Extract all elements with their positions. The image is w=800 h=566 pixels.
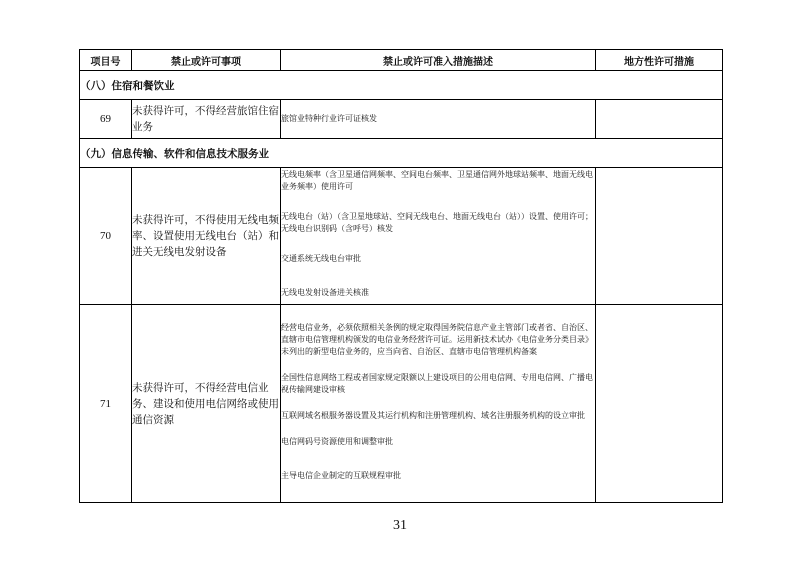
row-item: 未获得许可，不得经营电信业务、建设和使用电信网络或使用通信资源 [132,305,281,503]
description-line: 经营电信业务，必须依照相关条例的规定取得国务院信息产业主管部门或者省、自治区、直辖市电信管理机构颁发的电信业务经营许可证。运用新技术试办《电信业务分类目录》未列出的新型电信业务的，应当向省、自治区、直辖市电信管理机构备案 [281,322,593,356]
description-line: 旅馆业特种行业许可证核发 [281,114,377,123]
description-line: 电信网码号资源使用和调整审批 [281,436,393,446]
permit-table [79,49,723,503]
table-header-row [80,50,723,71]
row-description [281,168,596,305]
row-number: 69 [80,100,132,139]
row-number: 70 [80,168,132,305]
section-title-it-services: （九）信息传输、软件和信息技术服务业 [80,139,723,168]
table-row [80,305,723,503]
header-item-number: 项目号 [80,50,132,71]
row-item: 未获得许可，不得经营旅馆住宿业务 [132,100,281,139]
table-row [80,168,723,305]
row-number: 71 [80,305,132,503]
header-item-name: 禁止或许可事项 [132,50,281,71]
description-line: 交通系统无线电台审批 [281,254,361,263]
description-line: 全国性信息网络工程或者国家规定限额以上建设项目的公用电信网、专用电信网、广播电视传输网建设审核 [281,372,593,394]
section-row [80,139,723,168]
row-description [281,305,596,503]
description-line: 无线电台（站）（含卫星地球站、空间无线电台、地面无线电台（站））设置、使用许可；无线电台识别码（含呼号）核发 [281,212,593,233]
description-line: 主导电信企业制定的互联规程审批 [281,470,401,480]
row-description [281,100,596,139]
header-local-measures: 地方性许可措施 [596,50,723,71]
row-local-measure [596,100,723,139]
description-line: 无线电频率（含卫星通信网频率、空间电台频率、卫星通信网外地球站频率、地面无线电业务频率）使用许可 [281,170,593,191]
row-local-measure [596,305,723,503]
section-row [80,71,723,100]
header-measure-description: 禁止或许可准入措施描述 [281,50,596,71]
table-row [80,100,723,139]
section-title-accommodation: （八）住宿和餐饮业 [80,71,723,100]
description-line: 互联网域名根服务器设置及其运行机构和注册管理机构、域名注册服务机构的设立审批 [281,410,585,420]
row-item: 未获得许可，不得使用无线电频率、设置使用无线电台（站）和进关无线电发射设备 [132,168,281,305]
description-line: 无线电发射设备进关核准 [281,288,369,297]
page-number: 31 [393,518,407,533]
row-local-measure [596,168,723,305]
